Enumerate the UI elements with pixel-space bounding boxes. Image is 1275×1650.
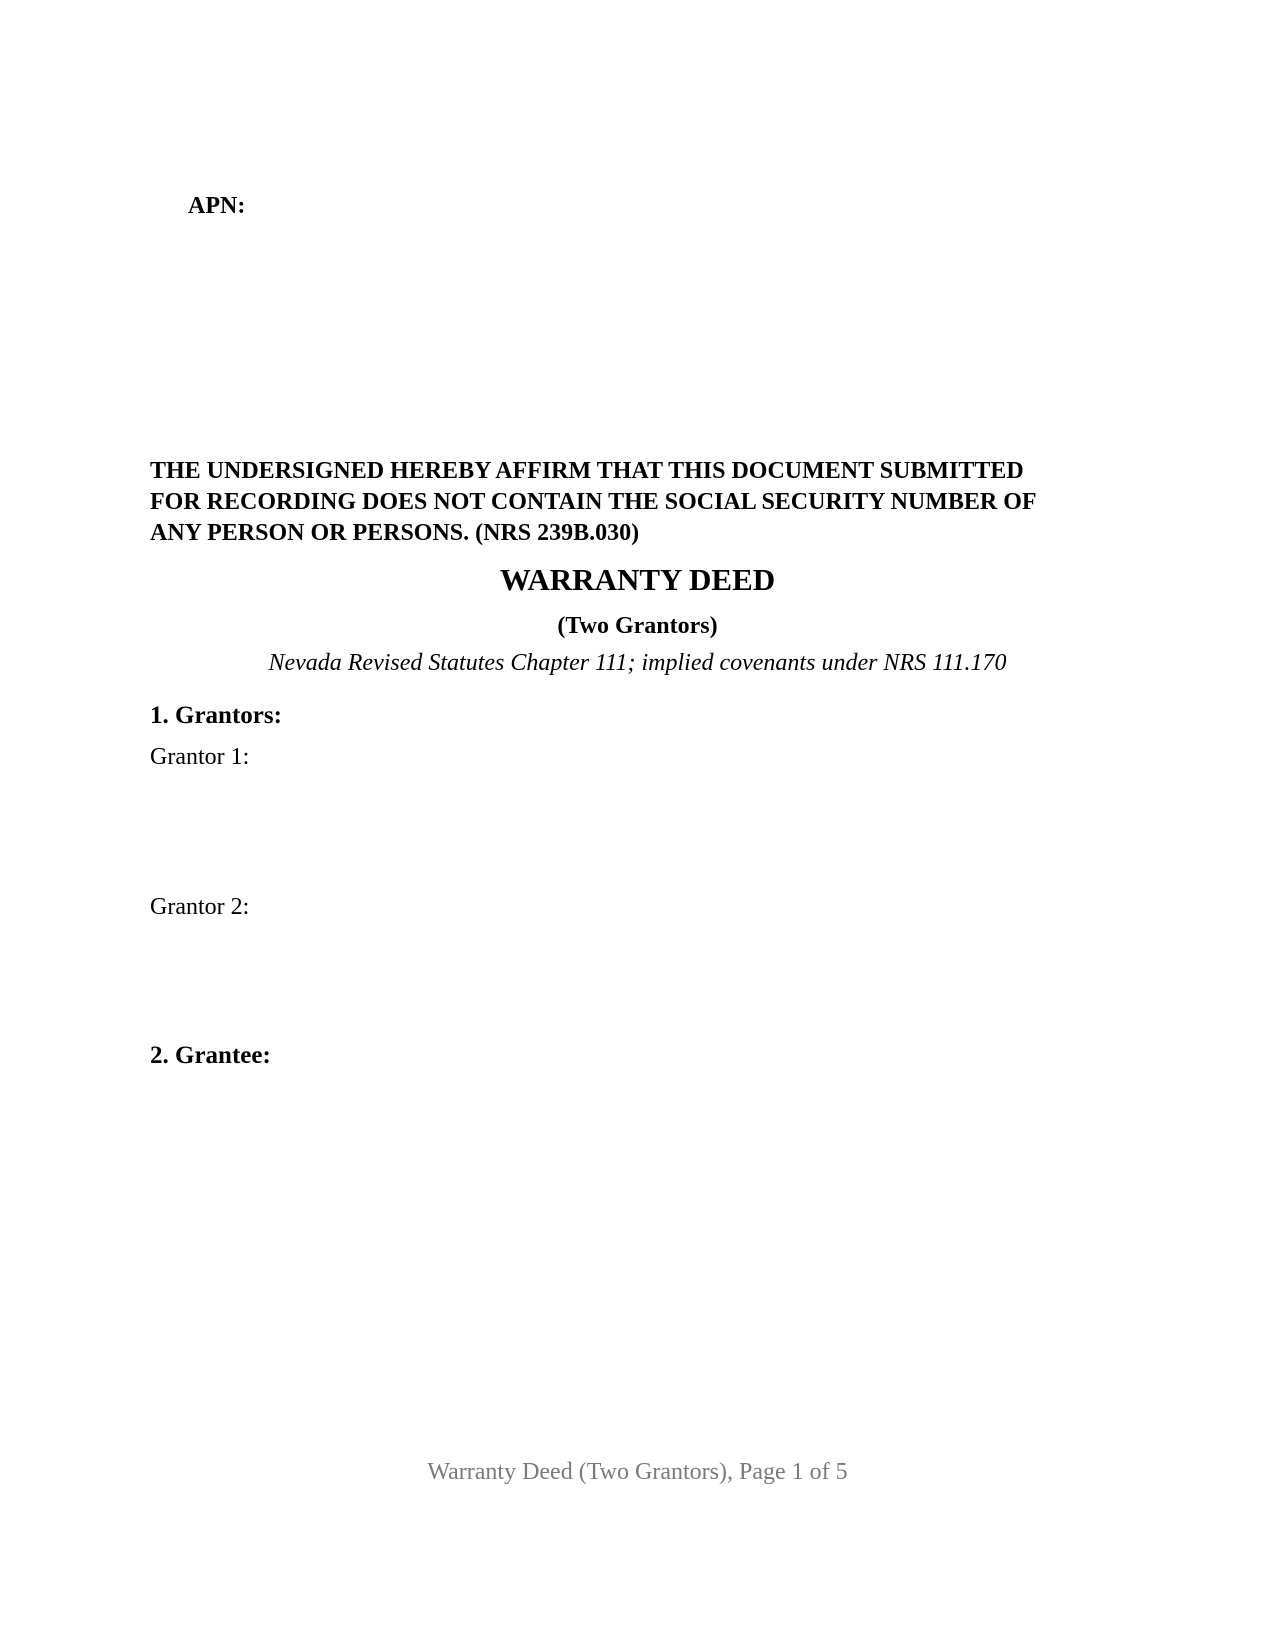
affirmation-line: THE UNDERSIGNED HEREBY AFFIRM THAT THIS DOCUMENT SUBMITTED [150,458,1024,484]
apn-label: APN: [188,193,246,219]
document-subtitle: (Two Grantors) [557,613,718,639]
page-footer: Warranty Deed (Two Grantors), Page 1 of 5 [427,1459,848,1485]
grantors-heading: 1. Grantors: [150,702,282,729]
grantor-2-label: Grantor 2: [150,894,250,920]
document-title: WARRANTY DEED [499,562,776,597]
ssn-affirmation-statement [150,456,1090,549]
statute-reference: Nevada Revised Statutes Chapter 111; implied covenants under NRS 111.170 [268,650,1007,676]
affirmation-line: ANY PERSON OR PERSONS. (NRS 239B.030) [150,520,640,546]
grantee-heading: 2. Grantee: [150,1042,271,1069]
affirmation-line: FOR RECORDING DOES NOT CONTAIN THE SOCIAL SECURITY NUMBER OF [150,489,1037,515]
grantor-1-label: Grantor 1: [150,744,250,770]
